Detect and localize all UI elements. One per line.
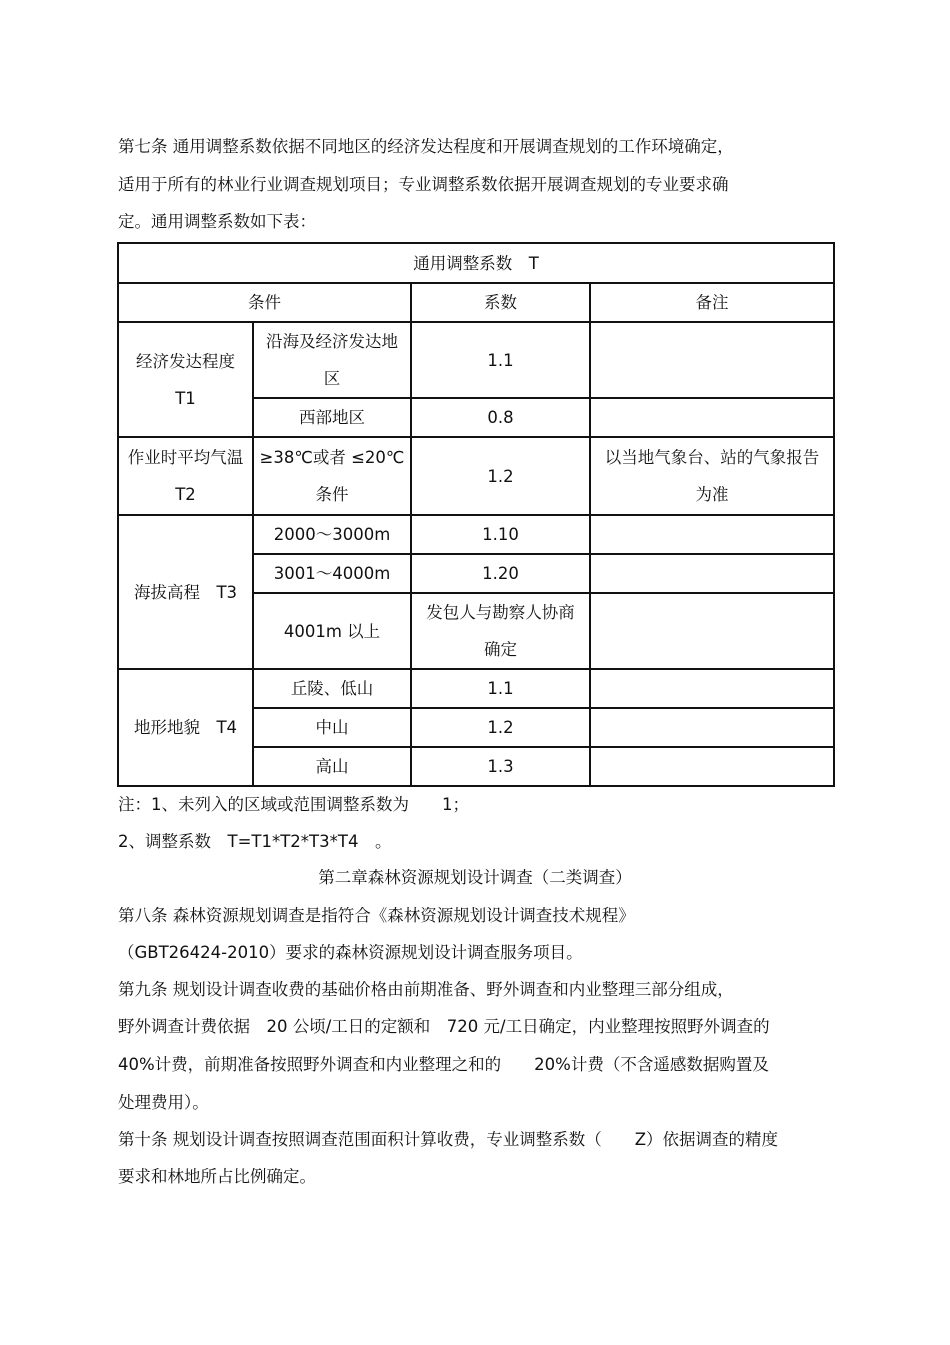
group-label-text: 作业时平均气温 [127,448,244,467]
remark-cell [590,398,834,437]
group-label-code: T2 [175,485,196,504]
table-row [118,669,834,708]
coefficient-table [117,242,835,787]
text-line: 处理费用）。 [118,1093,209,1112]
table-title: 通用调整系数 T [118,243,834,283]
condition-cell [253,322,411,398]
text-line: 第八条 森林资源规划调查是指符合《森林资源规划设计调查技术规程》 [118,906,635,925]
remark-cell [590,322,834,398]
group-label-t2 [118,437,253,515]
coefficient-text: 发包人与勘察人协商 [426,603,575,622]
coefficient-cell: 1.2 [411,437,590,515]
condition-cell: 中山 [253,708,411,747]
condition-cell: 2000～3000m [253,515,411,554]
remark-cell [590,515,834,554]
coefficient-cell: 1.1 [411,669,590,708]
table-row [118,515,834,554]
remark-cell [590,554,834,593]
text-line: 定。通用调整系数如下表： [118,212,316,231]
header-coefficient: 系数 [411,283,590,322]
condition-cell: 4001m 以上 [253,593,411,669]
group-label-t4: 地形地貌 T4 [118,669,253,786]
coefficient-cell [411,593,590,669]
remark-cell [590,708,834,747]
coefficient-cell: 1.2 [411,708,590,747]
table-row [118,322,834,398]
coefficient-text: 确定 [484,640,517,659]
coefficient-cell: 1.3 [411,747,590,786]
text-line: （GBT26424-2010）要求的森林资源规划设计调查服务项目。 [118,943,583,962]
condition-cell: 3001～4000m [253,554,411,593]
condition-text: ≥38℃或者 ≤20℃ [259,448,405,467]
coefficient-cell: 0.8 [411,398,590,437]
table-row [118,437,834,515]
condition-cell: 西部地区 [253,398,411,437]
remark-text: 为准 [695,485,729,504]
condition-cell [253,437,411,515]
condition-cell: 丘陵、低山 [253,669,411,708]
note-line: 注：1、未列入的区域或范围调整系数为 1； [118,795,469,814]
coefficient-cell: 1.1 [411,322,590,398]
coefficient-cell: 1.20 [411,554,590,593]
condition-text: 区 [323,369,341,388]
group-label-t3: 海拔高程 T3 [118,515,253,669]
condition-text: 条件 [315,485,349,504]
remark-text: 以当地气象台、站的气象报告 [604,448,820,467]
chapter-title: 第二章森林资源规划设计调查（二类调查） [318,868,632,887]
text-line: 40%计费，前期准备按照野外调查和内业整理之和的 20%计费（不含遥感数据购置及 [118,1055,769,1074]
group-label-code: T1 [175,388,196,408]
header-condition: 条件 [118,283,411,322]
note-line: 2、调整系数 T=T1*T2*T3*T4 。 [118,832,392,851]
text-line: 要求和林地所占比例确定。 [118,1167,316,1186]
text-line: 第九条 规划设计调查收费的基础价格由前期准备、野外调查和内业整理三部分组成， [118,980,734,999]
remark-cell [590,593,834,669]
condition-cell: 高山 [253,747,411,786]
group-label-t1 [118,322,253,437]
group-label-text: 经济发达程度 [136,351,235,371]
text-line: 第七条 通用调整系数依据不同地区的经济发达程度和开展调查规划的工作环境确定， [118,137,734,156]
remark-cell [590,747,834,786]
header-remark: 备注 [590,283,834,322]
text-line: 第十条 规划设计调查按照调查范围面积计算收费，专业调整系数（ Z）依据调查的精度 [118,1130,779,1149]
remark-cell [590,437,834,515]
text-line: 野外调查计费依据 20 公顷/工日的定额和 720 元/工日确定，内业整理按照野外调查的 [118,1017,770,1036]
coefficient-cell: 1.10 [411,515,590,554]
text-line: 适用于所有的林业行业调查规划项目；专业调整系数依据开展调查规划的专业要求确 [118,175,729,194]
condition-text: 沿海及经济发达地 [266,332,398,351]
remark-cell [590,669,834,708]
